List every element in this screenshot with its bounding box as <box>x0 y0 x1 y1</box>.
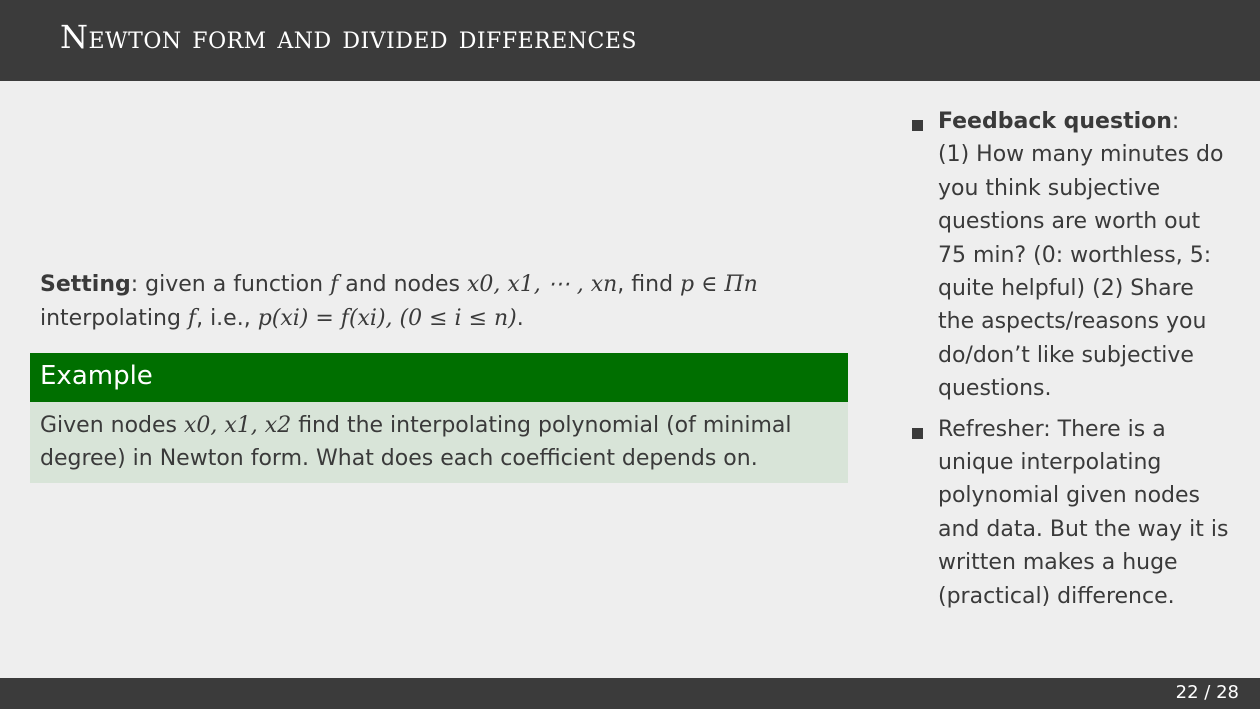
math-f: f <box>187 306 197 331</box>
feedback-label: Feedback question <box>938 109 1172 134</box>
setting-paragraph <box>40 268 848 336</box>
math-p-in-pi: p ∈ Πn <box>680 272 758 297</box>
example-text: Given nodes <box>40 413 185 438</box>
example-block <box>30 353 848 483</box>
square-bullet-icon <box>912 428 923 439</box>
page-number: 22 / 28 <box>1175 682 1239 703</box>
square-bullet-icon <box>912 120 923 131</box>
refresher-item <box>910 413 1230 613</box>
setting-text: . <box>516 306 524 331</box>
example-body <box>30 402 848 483</box>
slide-footer <box>0 678 1260 709</box>
refresher-text: Refresher: There is a unique interpolating polynomial given nodes and data. But the way it is written makes a huge (practical) difference. <box>938 416 1229 609</box>
feedback-colon: : <box>1171 109 1180 134</box>
setting-text: , i.e., <box>196 306 258 331</box>
math-f: f <box>330 272 339 297</box>
math-nodes-example: x0, x1, x2 <box>184 413 292 438</box>
feedback-item <box>910 105 1230 406</box>
setting-label: Setting <box>40 272 131 297</box>
slide-header <box>0 0 1260 81</box>
main-content <box>30 268 848 483</box>
sidebar-list <box>910 105 1230 613</box>
example-text: find the interpolating polynomial (of minimal degree) in Newton form. What does each coefficient depends on. <box>40 413 792 471</box>
setting-text: : given a function <box>130 272 331 297</box>
math-condition: p(xi) = f(xi), (0 ≤ i ≤ n) <box>257 306 517 331</box>
slide-title: Newton form and divided differences <box>60 18 637 56</box>
math-nodes: x0, x1, ⋯ , xn <box>466 272 618 297</box>
feedback-text: (1) How many minutes do you think subjective questions are worth out 75 min? (0: worthless, 5: quite helpful) (2) Share the aspects/reasons you do/don’t like subjective questions. <box>938 142 1224 402</box>
setting-text: interpolating <box>40 306 188 331</box>
setting-text: and nodes <box>338 272 467 297</box>
example-heading: Example <box>30 353 848 402</box>
setting-text: , find <box>617 272 681 297</box>
